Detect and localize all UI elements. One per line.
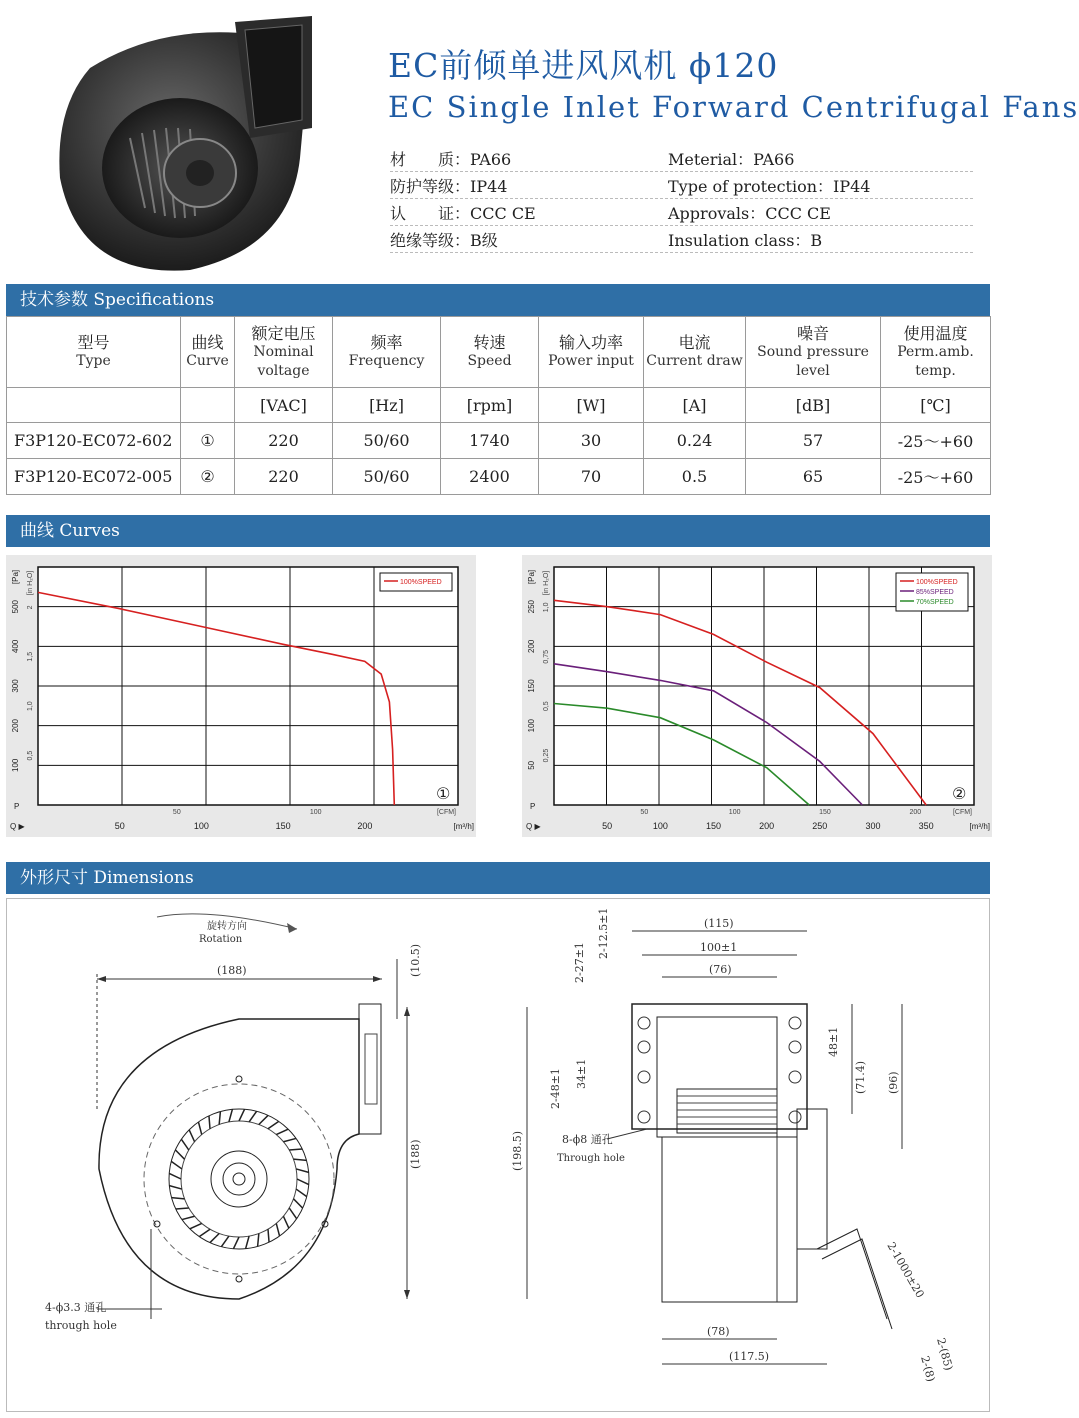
y-tick-label-inh2o: 0,75: [543, 649, 550, 664]
header-cell: 曲线 Curve: [181, 317, 235, 388]
y-unit-inh2o: [in H₂O]: [27, 570, 34, 596]
impeller-blade: [221, 1236, 229, 1247]
x-tick-label-cfm: 100: [309, 809, 322, 816]
impeller-blade: [239, 1109, 245, 1121]
impeller-blade: [249, 1111, 257, 1122]
header-cell: 电流 Current draw: [644, 317, 746, 388]
section-bar-dimensions: 外形尺寸 Dimensions: [6, 862, 990, 894]
x-tick-label-cfm: 50: [640, 809, 649, 816]
y-unit-pa: [Pa]: [527, 569, 536, 585]
unit-cell: [W]: [539, 388, 644, 423]
hole-note-cn: 8-ϕ8 通孔: [562, 1133, 613, 1146]
property-en: Type of protection：IP44: [668, 176, 871, 196]
header-cell: 使用温度 Perm.amb. temp.: [881, 317, 991, 388]
y-tick-label: 400: [11, 639, 20, 654]
curve-cell: ②: [181, 459, 235, 495]
curve-chart-2: [522, 555, 992, 837]
impeller-blade: [209, 1116, 210, 1129]
y-tick-label-inh2o: 0,25: [543, 748, 550, 763]
unit-cell: [dB]: [746, 388, 881, 423]
property-row: [390, 226, 973, 253]
frequency-cell: 50/60: [333, 459, 441, 495]
y-tick-label-inh2o: 2: [27, 605, 34, 610]
current-cell: 0.5: [644, 459, 746, 495]
x-tick-label: 300: [865, 821, 881, 831]
impeller-blade: [169, 1186, 182, 1189]
impeller-blade: [219, 1112, 220, 1125]
unit-cell: [181, 388, 235, 423]
section-bar-curves: 曲线 Curves: [6, 515, 990, 547]
property-row: [390, 199, 973, 226]
legend-label: 100%SPEED: [400, 579, 442, 586]
q-axis-label: Q ▶: [10, 822, 25, 831]
temp-cell: -25～+60: [881, 459, 991, 495]
front-view-drawing: [511, 908, 955, 1384]
x-tick-label: 50: [602, 821, 613, 831]
y-tick-label-inh2o: 1,5: [27, 651, 34, 662]
dim-115: (115): [704, 917, 734, 930]
x-tick-label-cfm: 200: [909, 809, 922, 816]
dim-78: (78): [707, 1325, 730, 1338]
dim-cable-length: 2-1000±20: [884, 1240, 927, 1301]
curve-id-label: ①: [436, 784, 451, 803]
header-cell: 频率 Frequency: [333, 317, 441, 388]
y-tick-label-inh2o: 1,0: [543, 602, 550, 613]
speed-cell: 1740: [441, 423, 539, 459]
impeller-blade: [210, 1234, 219, 1243]
speed-cell: 2400: [441, 459, 539, 495]
hole-note-en: through hole: [45, 1319, 117, 1332]
curve-id-label: ②: [952, 784, 967, 803]
header-cell: 额定电压 Nominal voltage: [235, 317, 333, 388]
impeller-blade: [172, 1198, 185, 1199]
x-unit-m3h: [m³/h]: [453, 822, 474, 831]
impeller-blade: [190, 1223, 202, 1228]
y-tick-label: 500: [11, 599, 20, 614]
y-tick-label: 50: [527, 760, 536, 770]
dim-34: 34±1: [575, 1058, 588, 1089]
curve-cell: ①: [181, 423, 235, 459]
impeller-blade: [258, 1234, 259, 1247]
unit-cell: [℃]: [881, 388, 991, 423]
impeller-blade: [276, 1223, 279, 1236]
noise-cell: 57: [746, 423, 881, 459]
impeller-blade: [268, 1229, 269, 1242]
property-cn: 防护等级：IP44: [390, 176, 508, 196]
dim-2-8: 2-(8): [918, 1354, 938, 1384]
dim-48: 48±1: [827, 1026, 840, 1057]
x-tick-label: 150: [705, 821, 722, 831]
y-tick-label: 300: [11, 679, 20, 693]
x-tick-label: 350: [918, 821, 934, 831]
voltage-cell: 220: [235, 423, 333, 459]
impeller-blade: [294, 1159, 307, 1160]
x-tick-label-cfm: 50: [172, 809, 181, 816]
dim-117-5: (117.5): [729, 1350, 770, 1363]
units-row: [7, 388, 991, 423]
unit-cell: [A]: [644, 388, 746, 423]
model-cell: F3P120-EC072-005: [7, 459, 181, 495]
impeller-blade: [169, 1173, 181, 1179]
dimension-drawings: [6, 898, 990, 1412]
noise-cell: 65: [746, 459, 881, 495]
legend-label: 85%SPEED: [916, 589, 954, 596]
property-en: Insulation class：B: [668, 230, 823, 250]
x-tick-label: 150: [275, 821, 291, 831]
impeller-blade: [259, 1115, 268, 1124]
header-cell: 输入功率 Power input: [539, 317, 644, 388]
property-cn: 绝缘等级：B级: [390, 230, 498, 250]
rotation-en: Rotation: [199, 934, 243, 945]
x-tick-label: 50: [114, 821, 125, 831]
impeller-blade: [289, 1208, 296, 1219]
y-tick-label: 150: [527, 679, 536, 693]
y-tick-label-inh2o: 0,5: [27, 750, 34, 761]
impeller-blade: [294, 1199, 303, 1208]
x-tick-label: 100: [193, 821, 209, 831]
title-english: EC Single Inlet Forward Centrifugal Fans: [388, 90, 1079, 124]
impeller-blade: [198, 1122, 201, 1135]
impeller-blade: [175, 1150, 184, 1159]
dim-198-5: (198.5): [511, 1130, 524, 1171]
curve-chart-1: [6, 555, 476, 837]
header-cell: 转速 Speed: [441, 317, 539, 388]
impeller-blade: [246, 1236, 249, 1249]
dim-100: 100±1: [700, 941, 738, 954]
curve-chart-2-svg: [522, 555, 992, 837]
q-axis-label: Q ▶: [526, 822, 541, 831]
voltage-cell: 220: [235, 459, 333, 495]
impeller-blade: [199, 1229, 210, 1236]
side-view-drawing: [45, 914, 422, 1332]
dim-71-4: (71.4): [854, 1060, 867, 1094]
impeller-blade: [268, 1121, 279, 1128]
property-en: Meterial：PA66: [668, 149, 795, 169]
impeller-blade: [297, 1179, 309, 1185]
dim-96: (96): [887, 1071, 900, 1094]
current-cell: 0.24: [644, 423, 746, 459]
x-unit-cfm: [CFM]: [436, 809, 456, 816]
impeller-blade: [283, 1216, 288, 1228]
frequency-cell: 50/60: [333, 423, 441, 459]
y-tick-label-inh2o: 0,5: [543, 701, 550, 712]
temp-cell: -25～+60: [881, 423, 991, 459]
y-tick-label: 100: [11, 758, 20, 773]
impeller-blade: [171, 1161, 182, 1169]
title-chinese: EC前倾单进风风机 ϕ120: [388, 46, 779, 85]
unit-cell: [7, 388, 181, 423]
dim-2-12-5: 2-12.5±1: [597, 907, 610, 959]
impeller-blade: [229, 1109, 232, 1122]
impeller-blade: [182, 1216, 195, 1219]
dim-2-27: 2-27±1: [573, 942, 586, 983]
spec-table: [6, 316, 991, 495]
x-tick-label: 200: [357, 821, 373, 831]
power-cell: 70: [539, 459, 644, 495]
p-axis-label: P: [530, 802, 536, 811]
curve-chart-1-svg: [6, 555, 476, 837]
material-properties: [390, 145, 973, 253]
property-row: [390, 172, 973, 199]
impeller-blade: [283, 1138, 296, 1141]
unit-cell: [VAC]: [235, 388, 333, 423]
dim-188-side: (188): [409, 1139, 422, 1169]
y-unit-inh2o: [in H₂O]: [543, 570, 550, 596]
dim-10-5: (10.5): [409, 943, 422, 977]
impeller-blade: [289, 1149, 302, 1150]
table-header-row: [7, 317, 991, 388]
y-tick-label: 100: [527, 718, 536, 733]
x-unit-m3h: [m³/h]: [969, 822, 990, 831]
p-axis-label: P: [14, 802, 20, 811]
impeller-blade: [233, 1237, 239, 1249]
model-cell: F3P120-EC072-602: [7, 423, 181, 459]
fan-product-photo: [50, 8, 340, 276]
legend-label: 100%SPEED: [916, 579, 958, 586]
y-tick-label: 200: [11, 718, 20, 733]
power-cell: 30: [539, 423, 644, 459]
impeller-blade: [296, 1169, 309, 1172]
unit-cell: [rpm]: [441, 388, 539, 423]
x-tick-label: 100: [652, 821, 668, 831]
y-tick-label: 200: [527, 639, 536, 654]
impeller-blade: [296, 1189, 307, 1197]
table-row: [7, 423, 991, 459]
x-unit-cfm: [CFM]: [952, 809, 972, 816]
impeller-blade: [176, 1208, 189, 1209]
impeller-blade: [181, 1139, 188, 1150]
property-cn: 材 质：PA66: [390, 149, 512, 169]
property-row: [390, 145, 973, 172]
dim-76: (76): [709, 963, 732, 976]
unit-cell: [Hz]: [333, 388, 441, 423]
dim-188-top: (188): [217, 964, 247, 977]
y-unit-pa: [Pa]: [11, 569, 20, 585]
x-tick-label-cfm: 150: [819, 809, 831, 816]
header-cell: 噪音 Sound pressure level: [746, 317, 881, 388]
hole-note-cn: 4-ϕ3.3 通孔: [45, 1301, 107, 1314]
hole-note-en: Through hole: [557, 1153, 625, 1164]
x-tick-label: 200: [759, 821, 775, 831]
legend-label: 70%SPEED: [916, 599, 954, 606]
y-tick-label-inh2o: 1,0: [27, 701, 34, 712]
rotation-cn: 旋转方向: [207, 921, 247, 932]
y-tick-label: 250: [527, 599, 536, 614]
header-cell: 型号 Type: [7, 317, 181, 388]
x-tick-label-cfm: 100: [728, 809, 741, 816]
impeller-blade: [276, 1129, 288, 1134]
table-row: [7, 459, 991, 495]
dim-2-48: 2-48±1: [549, 1068, 562, 1109]
property-cn: 认 证：CCC CE: [390, 203, 536, 223]
x-tick-label: 250: [812, 821, 828, 831]
impeller-blade: [189, 1130, 194, 1142]
dim-2-85: 2-(85): [934, 1336, 956, 1372]
property-en: Approvals：CCC CE: [668, 203, 831, 223]
section-bar-specifications: 技术参数 Specifications: [6, 284, 990, 316]
